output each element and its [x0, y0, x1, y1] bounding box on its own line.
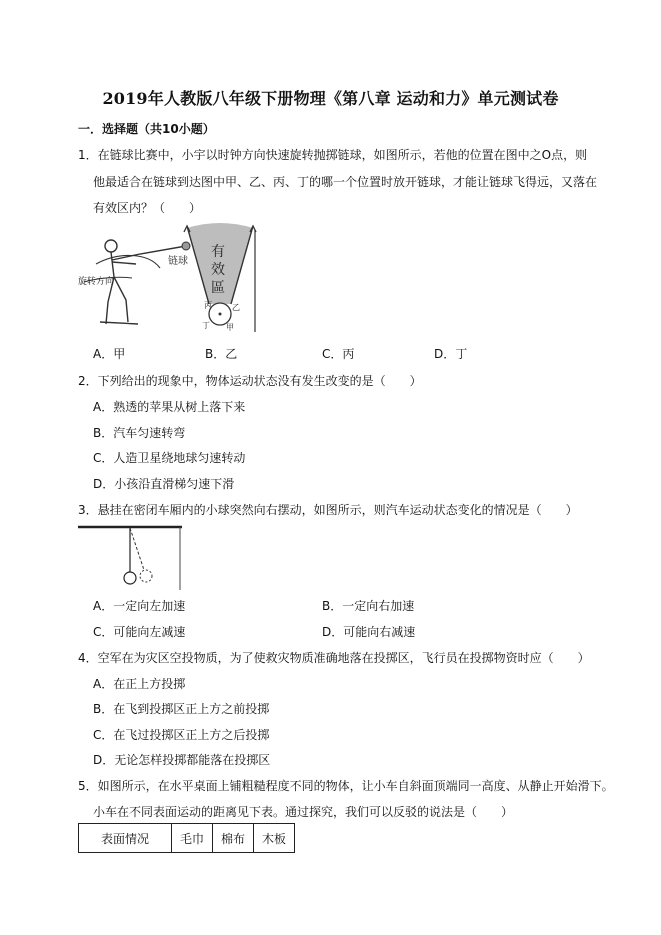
table-header-cell: 毛巾 [172, 824, 213, 853]
q5-stem-line-1: 5．如图所示，在水平桌面上铺粗糙程度不同的物体，让小车自斜面顶端同一高度、从静止开始滑下。 [78, 779, 614, 793]
table-header-cell: 木板 [254, 824, 295, 853]
pos-ding-label: 丁 [202, 321, 210, 330]
q3-option-b[interactable]: B．一定向右加速 [322, 599, 415, 613]
q2-stem: 2．下列给出的现象中，物体运动状态没有发生改变的是（ ） [78, 374, 422, 388]
q1-option-d[interactable]: D．丁 [434, 347, 468, 361]
q4-option-c[interactable]: C．在飞过投掷区正上方之后投掷 [93, 728, 270, 742]
q4-option-b[interactable]: B．在飞到投掷区正上方之前投掷 [93, 702, 270, 716]
valid-zone-figure [175, 222, 265, 334]
table-header-cell: 表面情况 [79, 824, 172, 853]
q3-stem: 3．悬挂在密闭车厢内的小球突然向右摆动，如图所示，则汽车运动状态变化的情况是（ ） [78, 503, 578, 517]
q1-option-c[interactable]: C．丙 [322, 347, 355, 361]
ball-label: 链球 [168, 256, 188, 267]
q2-option-a[interactable]: A．熟透的苹果从树上落下来 [93, 400, 246, 414]
q2-option-c[interactable]: C．人造卫星绕地球匀速转动 [93, 451, 246, 465]
q4-option-a[interactable]: A．在正上方投掷 [93, 677, 186, 691]
q4-option-d[interactable]: D．无论怎样投掷都能落在投掷区 [93, 753, 271, 767]
rotation-label: 旋转方向 [78, 277, 115, 287]
pos-bing-label: 丙 [204, 301, 212, 310]
zone-label-2: 效 [211, 262, 225, 278]
page-title: 2019年人教版八年级下册物理《第八章 运动和力》单元测试卷 [102, 89, 559, 108]
pendulum-figure [78, 524, 182, 590]
q4-stem: 4．空军在为灾区空投物质，为了使救灾物质准确地落在投掷区，飞行员在投掷物资时应（ ） [78, 651, 590, 665]
q1-option-a[interactable]: A．甲 [93, 347, 126, 361]
table-header-cell: 棉布 [213, 824, 254, 853]
section-heading: 一．选择题（共10小题） [78, 122, 215, 136]
q1-option-b[interactable]: B．乙 [205, 347, 238, 361]
q3-option-d[interactable]: D．可能向右减速 [322, 625, 416, 639]
zone-label-3: 區 [211, 280, 225, 296]
q5-stem-line-2: 小车在不同表面运动的距离见下表。通过探究，我们可以反驳的说法是（ ） [93, 805, 514, 819]
pos-yi-label: 乙 [232, 303, 240, 312]
zone-label-1: 有 [211, 244, 225, 260]
q3-option-c[interactable]: C．可能向左减速 [93, 625, 186, 639]
q2-option-d[interactable]: D．小孩沿直滑梯匀速下滑 [93, 477, 235, 491]
pos-jia-label: 甲 [226, 323, 234, 332]
q1-stem-line-3: 有效区内？（ ） [93, 201, 202, 215]
q3-option-a[interactable]: A．一定向左加速 [93, 599, 186, 613]
q1-stem-line-1: 1．在链球比赛中，小宇以时钟方向快速旋转抛掷链球，如图所示，若他的位置在图中之O点，则 [78, 148, 588, 162]
q5-table [78, 823, 295, 853]
table-row [79, 824, 295, 853]
q2-option-b[interactable]: B．汽车匀速转弯 [93, 426, 186, 440]
q1-stem-line-2: 他最适合在链球到达图中甲、乙、丙、丁的哪一个位置时放开链球，才能让链球飞得远，又落在 [93, 175, 598, 189]
